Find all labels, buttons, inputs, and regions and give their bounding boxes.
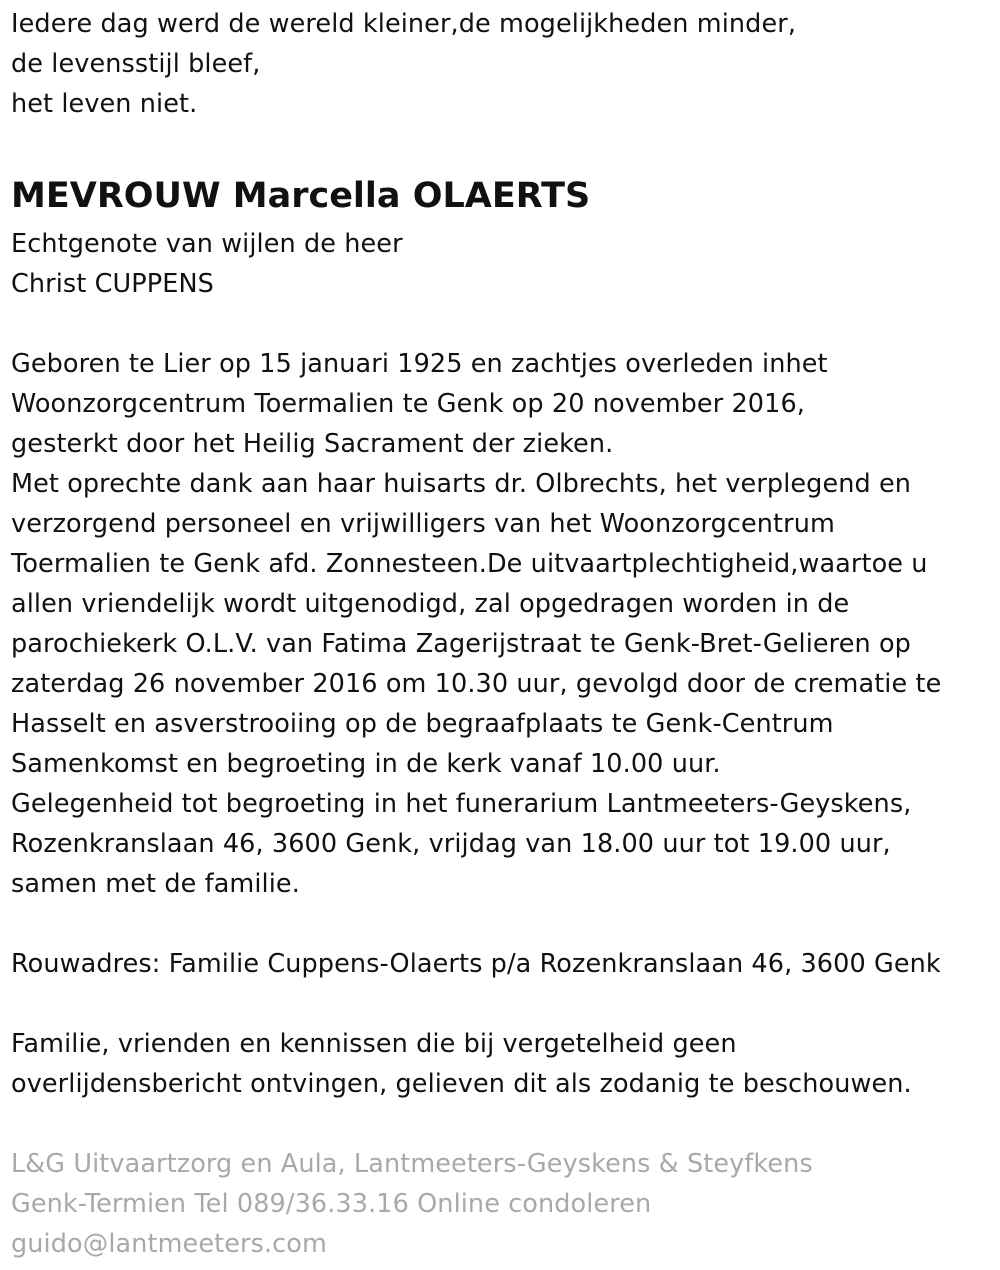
body-line: Toermalien te Genk afd. Zonnesteen.De uitvaartplechtigheid,waartoe u <box>11 549 928 579</box>
spouse-line: Echtgenote van wijlen de heer <box>11 229 403 259</box>
poem-line: Iedere dag werd de wereld kleiner,de mogelijkheden minder, <box>11 9 797 39</box>
body-line: Samenkomst en begroeting in de kerk vanaf 10.00 uur. <box>11 749 721 779</box>
footer-email: guido@lantmeeters.com <box>11 1229 327 1259</box>
body-line: Geboren te Lier op 15 januari 1925 en zachtjes overleden inhet <box>11 349 828 379</box>
notice-line: overlijdensbericht ontvingen, gelieven dit als zodanig te beschouwen. <box>11 1069 912 1099</box>
deceased-name-title: MEVROUW Marcella OLAERTS <box>11 176 591 216</box>
poem-line: het leven niet. <box>11 89 198 119</box>
notice <box>11 1024 989 1104</box>
mourning-address: Rouwadres: Familie Cuppens-Olaerts p/a Rozenkranslaan 46, 3600 Genk <box>11 949 941 979</box>
spouse-info <box>11 224 989 304</box>
body-line: verzorgend personeel en vrijwilligers van het Woonzorgcentrum <box>11 509 835 539</box>
notice-line: Familie, vrienden en kennissen die bij vergetelheid geen <box>11 1029 737 1059</box>
spacer <box>11 304 989 344</box>
body-line: Gelegenheid tot begroeting in het funerarium Lantmeeters-Geyskens, <box>11 789 912 819</box>
announcement-body <box>11 344 989 904</box>
body-line: samen met de familie. <box>11 869 300 899</box>
footer-line: L&G Uitvaartzorg en Aula, Lantmeeters-Geyskens & Steyfkens <box>11 1149 813 1179</box>
body-line: Met oprechte dank aan haar huisarts dr. Olbrechts, het verplegend en <box>11 469 912 499</box>
spouse-line: Christ CUPPENS <box>11 269 214 299</box>
spacer <box>11 984 989 1024</box>
spacer <box>11 904 989 944</box>
body-line: gesterkt door het Heilig Sacrament der zieken. <box>11 429 614 459</box>
body-line: Hasselt en asverstrooiing op de begraafplaats te Genk-Centrum <box>11 709 834 739</box>
body-line: parochiekerk O.L.V. van Fatima Zagerijstraat te Genk-Bret-Gelieren op <box>11 629 911 659</box>
body-line: Rozenkranslaan 46, 3600 Genk, vrijdag van 18.00 uur tot 19.00 uur, <box>11 829 891 859</box>
spacer <box>11 1104 989 1144</box>
poem-line: de levensstijl bleef, <box>11 49 261 79</box>
body-line: Woonzorgcentrum Toermalien te Genk op 20 november 2016, <box>11 389 805 419</box>
poem <box>11 4 989 124</box>
body-line: zaterdag 26 november 2016 om 10.30 uur, gevolgd door de crematie te <box>11 669 942 699</box>
body-line: allen vriendelijk wordt uitgenodigd, zal opgedragen worden in de <box>11 589 850 619</box>
funeral-home-footer <box>11 1144 989 1264</box>
footer-line: Genk-Termien Tel 089/36.33.16 Online condoleren <box>11 1189 652 1219</box>
spacer <box>11 124 989 164</box>
